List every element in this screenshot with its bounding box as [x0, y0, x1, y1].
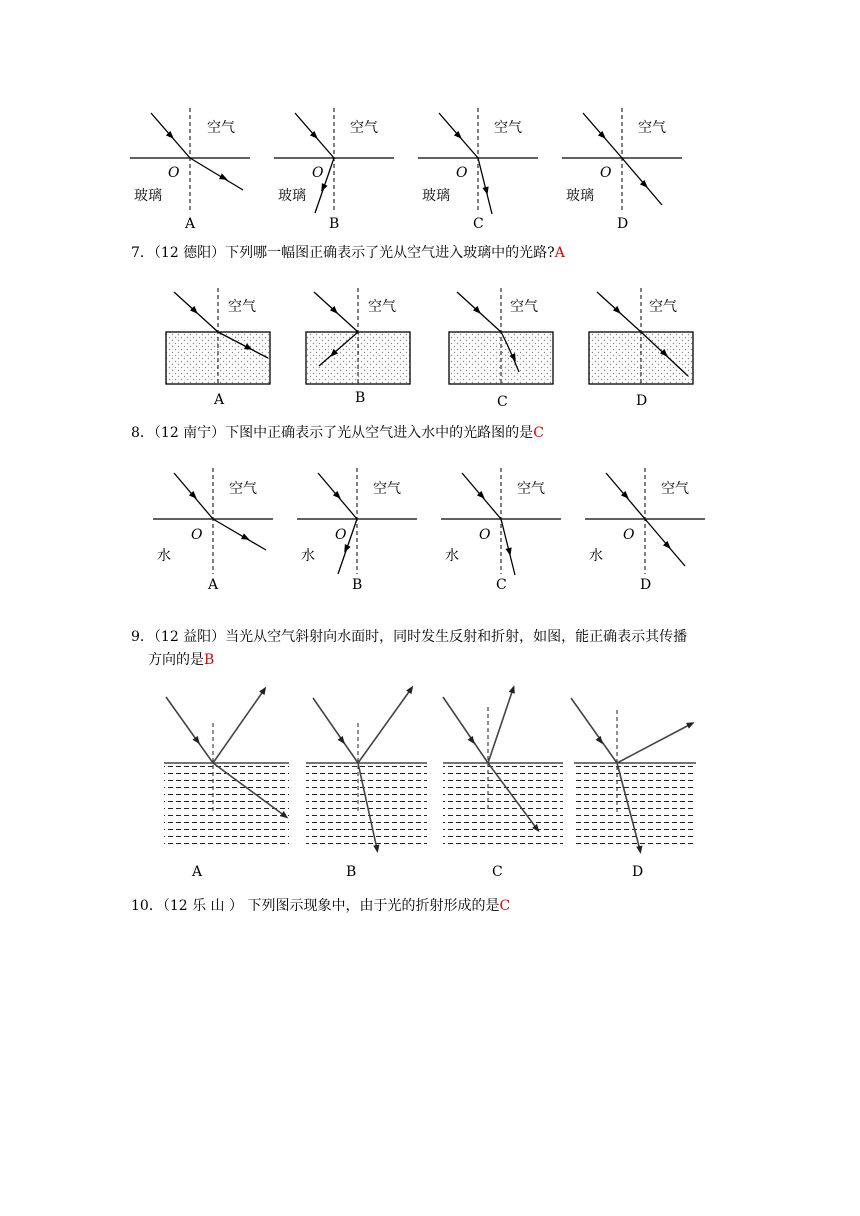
row1-panel-d — [562, 108, 682, 232]
glass-label: 玻璃 — [422, 188, 450, 204]
option-label-c: C — [497, 394, 508, 410]
row4-panel-b — [306, 689, 427, 880]
question-number: 9． — [131, 629, 154, 645]
air-label: 空气 — [229, 481, 257, 497]
option-label-b: B — [329, 216, 340, 232]
air-label: 空气 — [207, 120, 235, 136]
air-label: 空气 — [649, 299, 677, 315]
air-label: 空气 — [228, 299, 256, 315]
air-label: 空气 — [661, 481, 689, 497]
question-text: （12 德阳）下列哪一幅图正确表示了光从空气进入玻璃中的光路? — [153, 245, 555, 261]
point-label: O — [600, 165, 612, 181]
row2-panel-a — [166, 288, 270, 408]
answer-text: A — [554, 245, 565, 261]
question-7 — [131, 243, 565, 263]
question-9 — [131, 626, 687, 672]
point-label: O — [479, 527, 491, 543]
row1-figures — [130, 108, 682, 232]
question-number: 8． — [131, 425, 154, 441]
air-label: 空气 — [368, 299, 396, 315]
question-text: （12 益阳）当光从空气斜射向水面时，同时发生反射和折射，如图，能正确表示其传播 — [153, 629, 688, 645]
glass-label: 玻璃 — [278, 188, 306, 204]
row2-panel-d — [589, 288, 693, 409]
point-label: O — [168, 165, 180, 181]
option-label-d: D — [640, 577, 652, 593]
air-label: 空气 — [638, 120, 666, 136]
option-label-c: C — [496, 577, 507, 593]
row2-panel-b — [306, 288, 410, 406]
question-text: （12 乐 山 ） 下列图示现象中，由于光的折射形成的是 — [162, 898, 500, 914]
row2-figures — [166, 288, 693, 410]
option-label-a: A — [192, 864, 203, 880]
option-label-d: D — [632, 864, 644, 880]
question-number: 10． — [131, 898, 163, 914]
row3-panel-b — [297, 468, 417, 593]
air-label: 空气 — [517, 481, 545, 497]
row4-panel-d — [571, 698, 696, 880]
answer-text: C — [499, 898, 511, 914]
air-label: 空气 — [350, 120, 378, 136]
option-label-a: A — [208, 577, 219, 593]
row3-figures — [153, 468, 705, 593]
question-number: 7． — [131, 245, 154, 261]
air-label: 空气 — [373, 481, 401, 497]
water-label: 水 — [301, 548, 315, 564]
row4-panel-c — [443, 689, 563, 880]
row1-panel-a — [130, 108, 250, 232]
air-label: 空气 — [494, 120, 522, 136]
row1-panel-b — [274, 108, 394, 232]
row4-figures — [164, 689, 696, 880]
option-label-b: B — [352, 577, 363, 593]
option-label-b: B — [346, 864, 357, 880]
point-label: O — [335, 527, 347, 543]
glass-label: 玻璃 — [134, 188, 162, 204]
question-text: （12 南宁）下图中正确表示了光从空气进入水中的光路图的是 — [153, 425, 534, 441]
water-label: 水 — [445, 548, 459, 564]
row3-panel-a — [153, 468, 273, 593]
water-label: 水 — [157, 548, 171, 564]
answer-text: C — [533, 425, 544, 441]
row2-panel-c — [449, 288, 553, 410]
point-label: O — [456, 165, 468, 181]
option-label-a: A — [185, 216, 196, 232]
question-10 — [131, 896, 510, 916]
option-label-d: D — [636, 393, 648, 409]
water-label: 水 — [589, 548, 603, 564]
option-label-b: B — [355, 390, 366, 406]
question-8 — [131, 423, 544, 443]
row4-panel-a — [164, 690, 289, 880]
glass-label: 玻璃 — [566, 188, 594, 204]
answer-text: B — [204, 652, 215, 668]
option-label-a: A — [214, 392, 225, 408]
question-text-continued: 方向的是 — [148, 652, 204, 668]
row3-panel-c — [441, 468, 561, 593]
point-label: O — [312, 165, 324, 181]
row1-panel-c — [418, 108, 538, 232]
option-label-d: D — [617, 216, 629, 232]
point-label: O — [623, 527, 635, 543]
point-label: O — [191, 527, 203, 543]
row3-panel-d — [585, 468, 705, 593]
air-label: 空气 — [510, 299, 538, 315]
option-label-c: C — [473, 216, 484, 232]
option-label-c: C — [492, 864, 503, 880]
